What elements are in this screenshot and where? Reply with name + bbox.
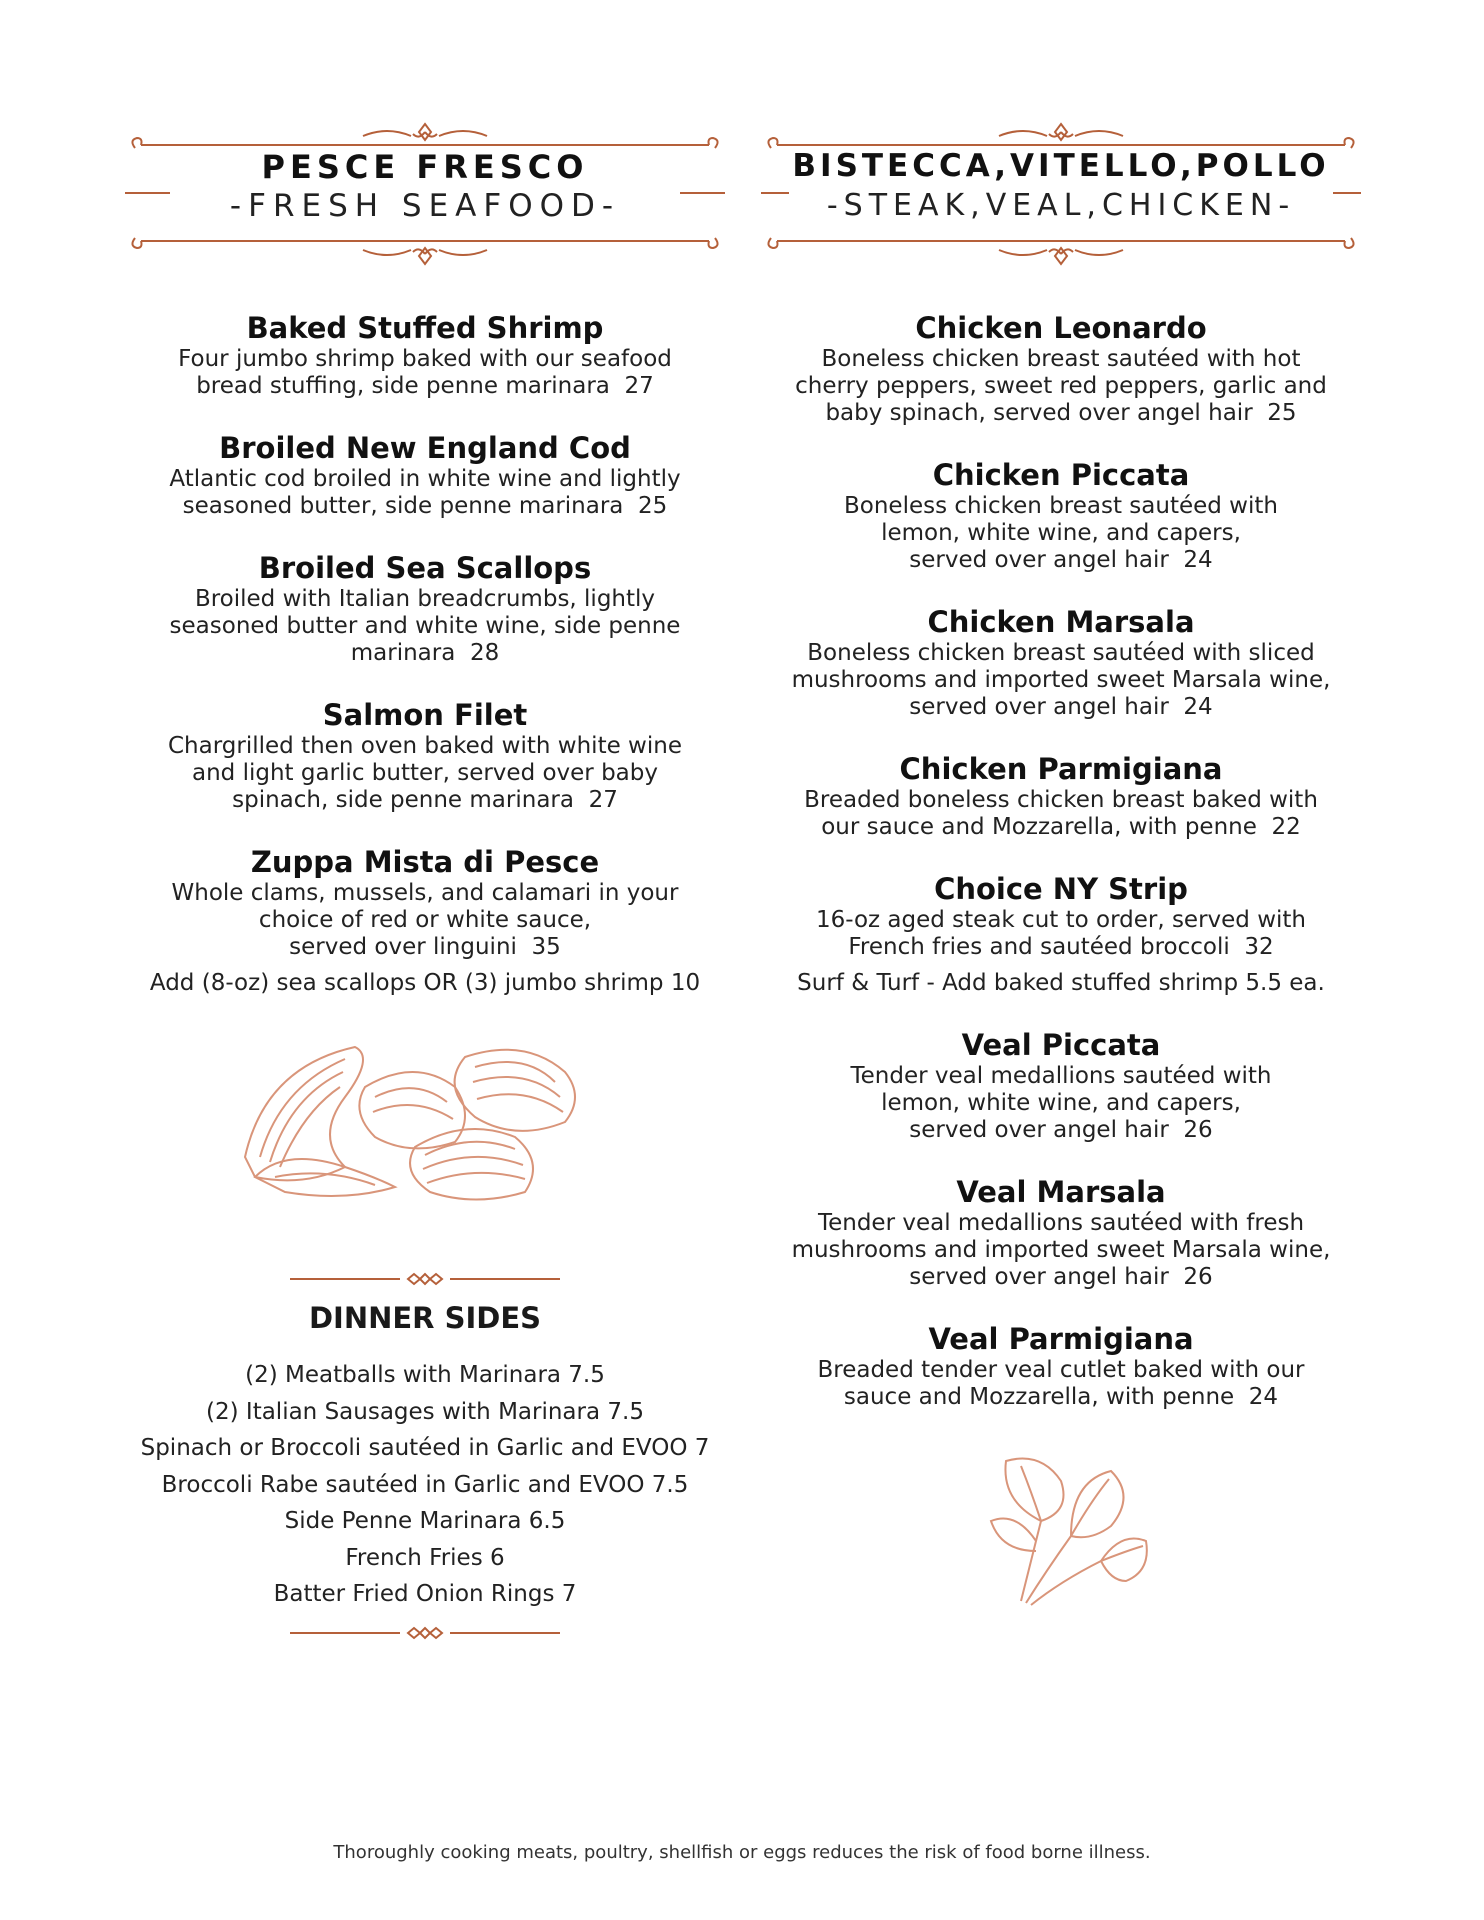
item-name: Veal Piccata bbox=[961, 1028, 1161, 1062]
item-price: 26 bbox=[1183, 1264, 1213, 1290]
side-item: Side Penne Marinara 6.5 bbox=[284, 1508, 566, 1534]
item-name: Chicken Piccata bbox=[932, 458, 1190, 492]
spinach-illustration-icon bbox=[961, 1441, 1161, 1611]
menu-item bbox=[761, 871, 1361, 997]
meats-subtitle: -STEAK,VEAL,CHICKEN- bbox=[826, 188, 1296, 223]
side-item: (2) Italian Sausages with Marinara 7.5 bbox=[206, 1398, 644, 1425]
side-item: Batter Fried Onion Rings 7 bbox=[273, 1581, 577, 1607]
item-price: 32 bbox=[1244, 934, 1274, 960]
item-price: 22 bbox=[1271, 814, 1301, 840]
item-price: 27 bbox=[624, 373, 654, 399]
item-name: Choice NY Strip bbox=[934, 872, 1188, 906]
meats-items bbox=[761, 310, 1361, 1411]
ornamental-divider-icon bbox=[290, 1269, 560, 1289]
seafood-title: PESCE FRESCO bbox=[261, 148, 589, 186]
item-name: Baked Stuffed Shrimp bbox=[246, 311, 604, 345]
item-description: 16-oz aged steak cut to order, served with French fries and sautéed broccoli 32 bbox=[815, 907, 1307, 960]
menu-item bbox=[761, 457, 1361, 574]
item-description: Boneless chicken breast sautéed with lemon, white wine, and capers, served over angel hair 24 bbox=[844, 493, 1278, 573]
sides-title: DINNER SIDES bbox=[308, 1301, 542, 1335]
item-description: Chargrilled then oven baked with white wine and light garlic butter, served over baby spinach, side penne marinara 27 bbox=[168, 733, 682, 813]
item-name: Zuppa Mista di Pesce bbox=[250, 845, 600, 879]
item-description: Tender veal medallions sautéed with fresh mushrooms and imported sweet Marsala wine, served over angel hair 26 bbox=[791, 1210, 1331, 1290]
item-name: Chicken Leonardo bbox=[915, 311, 1207, 345]
item-addon-note: Add (8-oz) sea scallops OR (3) jumbo shrimp 10 bbox=[149, 970, 701, 996]
menu-item bbox=[761, 1027, 1361, 1144]
item-name: Broiled New England Cod bbox=[219, 431, 631, 465]
item-price: 24 bbox=[1183, 694, 1213, 720]
item-description: Boneless chicken breast sautéed with hot cherry peppers, sweet red peppers, garlic and baby spinach, served over angel hair 25 bbox=[795, 346, 1327, 426]
item-description: Breaded tender veal cutlet baked with our sauce and Mozzarella, with penne 24 bbox=[817, 1357, 1305, 1410]
seafood-header bbox=[125, 118, 725, 268]
item-description: Four jumbo shrimp baked with our seafood bread stuffing, side penne marinara 27 bbox=[178, 346, 672, 399]
shellfish-illustration-icon bbox=[225, 1027, 625, 1207]
menu-item bbox=[761, 1321, 1361, 1411]
item-name: Veal Marsala bbox=[956, 1175, 1166, 1209]
item-price: 28 bbox=[469, 640, 500, 666]
seafood-subtitle: -FRESH SEAFOOD- bbox=[229, 188, 621, 224]
item-description: Tender veal medallions sautéed with lemon, white wine, and capers, served over angel hair 26 bbox=[850, 1063, 1272, 1143]
item-description: Broiled with Italian breadcrumbs, lightly seasoned butter and white wine, side penne marinara 28 bbox=[169, 586, 681, 666]
item-price: 24 bbox=[1183, 547, 1213, 573]
item-description: Whole clams, mussels, and calamari in your choice of red or white sauce, served over linguini 35 bbox=[171, 880, 679, 960]
item-name: Broiled Sea Scallops bbox=[258, 551, 592, 585]
sides-list bbox=[125, 1357, 725, 1613]
menu-item bbox=[125, 310, 725, 400]
seafood-column bbox=[125, 118, 725, 1643]
menu-item bbox=[125, 430, 725, 520]
item-price: 35 bbox=[531, 934, 561, 960]
menu-item bbox=[761, 310, 1361, 427]
item-price: 26 bbox=[1183, 1117, 1213, 1143]
item-description: Boneless chicken breast sautéed with sliced mushrooms and imported sweet Marsala wine, served over angel hair 24 bbox=[791, 640, 1331, 720]
item-price: 25 bbox=[1267, 400, 1297, 426]
item-name: Chicken Parmigiana bbox=[899, 752, 1223, 786]
meats-column bbox=[761, 118, 1361, 1611]
menu-item bbox=[761, 1174, 1361, 1291]
side-item: French Fries 6 bbox=[345, 1544, 505, 1571]
menu-item bbox=[125, 697, 725, 814]
item-name: Veal Parmigiana bbox=[928, 1322, 1194, 1356]
meats-header bbox=[761, 118, 1361, 268]
item-description: Atlantic cod broiled in white wine and lightly seasoned butter, side penne marinara 25 bbox=[169, 466, 681, 519]
menu-item bbox=[761, 751, 1361, 841]
side-item: Broccoli Rabe sautéed in Garlic and EVOO 7.5 bbox=[161, 1471, 689, 1498]
ornamental-divider-icon bbox=[290, 1623, 560, 1643]
item-name: Salmon Filet bbox=[322, 698, 528, 732]
item-name: Chicken Marsala bbox=[927, 605, 1195, 639]
menu-item bbox=[125, 550, 725, 667]
seafood-items bbox=[125, 310, 725, 997]
item-price: 25 bbox=[638, 493, 668, 519]
food-safety-footer: Thoroughly cooking meats, poultry, shellfish or eggs reduces the risk of food borne illness. bbox=[333, 1842, 1151, 1863]
item-price: 27 bbox=[588, 787, 618, 813]
item-description: Breaded boneless chicken breast baked with our sauce and Mozzarella, with penne 22 bbox=[804, 787, 1318, 840]
menu-item bbox=[761, 604, 1361, 721]
menu-item bbox=[125, 844, 725, 997]
item-addon-note: Surf & Turf - Add baked stuffed shrimp 5.5 ea. bbox=[797, 970, 1325, 996]
item-price: 24 bbox=[1248, 1384, 1279, 1410]
meats-title: BISTECCA,VITELLO,POLLO bbox=[792, 148, 1330, 184]
side-item: Spinach or Broccoli sautéed in Garlic and EVOO 7 bbox=[140, 1435, 710, 1461]
side-item: (2) Meatballs with Marinara 7.5 bbox=[245, 1362, 605, 1388]
